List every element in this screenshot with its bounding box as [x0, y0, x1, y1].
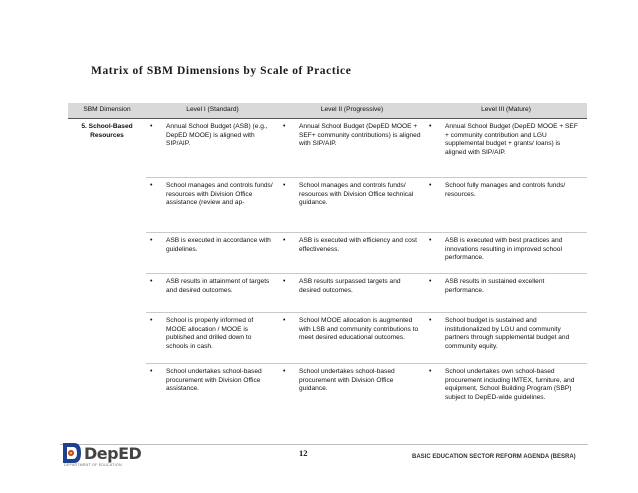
cell-text: School undertakes own school-based procurement including IMTEX, furniture, and equipment, School Building Program (SBP) subject to DepED-wide guidelines.	[445, 368, 575, 401]
level-3-cell	[425, 364, 587, 419]
level-3-cell	[425, 178, 587, 233]
level-2-cell	[279, 233, 425, 274]
bullet-icon: •	[429, 237, 432, 244]
bullet-icon: •	[429, 317, 432, 324]
cell-text: ASB is executed with best practices and innovations resulting in improved school performance.	[445, 237, 563, 262]
header-level-1: Level I (Standard)	[146, 103, 279, 119]
header-level-2: Level II (Progressive)	[279, 103, 425, 119]
level-3-cell	[425, 313, 587, 364]
cell-text: School budget is sustained and institutionalized by LGU and community partners through supplemental budget and community equity.	[445, 317, 570, 350]
bullet-icon: •	[150, 317, 153, 324]
bullet-icon: •	[150, 368, 153, 375]
cell-text: Annual School Budget (ASB) (e.g., DepED MOOE) is aligned with SIP/AIP.	[166, 123, 268, 148]
level-2-cell	[279, 364, 425, 419]
table-row	[68, 178, 587, 233]
cell-text: Annual School Budget (DepED MOOE + SEF+ community contributions) is aligned with SIP/AIP.	[299, 123, 421, 148]
bullet-icon: •	[150, 278, 153, 285]
bullet-icon: •	[429, 368, 432, 375]
level-1-cell	[146, 233, 279, 274]
cell-text: School undertakes school-based procurement with Division Office guidance.	[299, 368, 395, 393]
table-row	[68, 274, 587, 313]
level-1-cell	[146, 313, 279, 364]
header-level-3: Level III (Mature)	[425, 103, 587, 119]
cell-text: Annual School Budget (DepED MOOE + SEF + community contribution and LGU supplemental budget + grants/ loans) is aligned with SIP/AIP.	[445, 123, 578, 156]
bullet-icon: •	[283, 278, 286, 285]
level-1-cell	[146, 178, 279, 233]
cell-text: School undertakes school-based procurement with Division Office assistance.	[166, 368, 262, 393]
bullet-icon: •	[283, 182, 286, 189]
level-1-cell	[146, 364, 279, 419]
header-sbm-dimension: SBM Dimension	[68, 103, 146, 119]
bullet-icon: •	[150, 237, 153, 244]
dimension-cell: 5. School-Based Resources	[81, 123, 133, 139]
page-number: 12	[299, 448, 308, 458]
document-name: BASIC EDUCATION SECTOR REFORM AGENDA (BESRA)	[412, 454, 576, 460]
bullet-icon: •	[283, 123, 286, 130]
bullet-icon: •	[150, 182, 153, 189]
level-2-cell	[279, 119, 425, 178]
level-3-cell	[425, 119, 587, 178]
table-row	[68, 233, 587, 274]
bullet-icon: •	[429, 123, 432, 130]
bullet-icon: •	[283, 237, 286, 244]
cell-text: ASB results in sustained excellent performance.	[445, 278, 545, 294]
deped-logo	[60, 441, 141, 465]
cell-text: School manages and controls funds/ resources with Division Office assistance (review and ap-	[166, 182, 273, 207]
level-1-cell	[146, 119, 279, 178]
page-title: Matrix of SBM Dimensions by Scale of Practice	[91, 65, 352, 77]
sbm-matrix-table	[68, 103, 587, 418]
table-row	[68, 119, 587, 178]
level-3-cell	[425, 233, 587, 274]
level-1-cell	[146, 274, 279, 313]
table-row	[68, 313, 587, 364]
table-row	[68, 364, 587, 419]
cell-text: ASB is executed with efficiency and cost effectiveness.	[299, 237, 417, 253]
bullet-icon: •	[429, 278, 432, 285]
cell-text: School MOOE allocation is augmented with LSB and community contributions to meet desired educational outcomes.	[299, 317, 419, 342]
level-2-cell	[279, 313, 425, 364]
level-2-cell	[279, 274, 425, 313]
bullet-icon: •	[283, 368, 286, 375]
cell-text: ASB is executed in accordance with guidelines.	[166, 237, 271, 253]
cell-text: School manages and controls funds/ resources with Division Office technical guidance.	[299, 182, 414, 207]
bullet-icon: •	[150, 123, 153, 130]
cell-text: School fully manages and controls funds/ resources.	[445, 182, 566, 198]
cell-text: School is properly informed of MOOE allocation / MOOE is published and drilled down to schools in cash.	[166, 317, 254, 350]
logo-wordmark: DepED	[84, 443, 142, 463]
logo-subtext: DEPARTMENT OF EDUCATION	[64, 463, 122, 467]
deped-seal-icon	[60, 441, 82, 465]
bullet-icon: •	[283, 317, 286, 324]
table-header-row	[68, 103, 587, 119]
cell-text: ASB results surpassed targets and desired outcomes.	[299, 278, 401, 294]
level-2-cell	[279, 178, 425, 233]
cell-text: ASB results in attainment of targets and desired outcomes.	[166, 278, 270, 294]
level-3-cell	[425, 274, 587, 313]
bullet-icon: •	[429, 182, 432, 189]
